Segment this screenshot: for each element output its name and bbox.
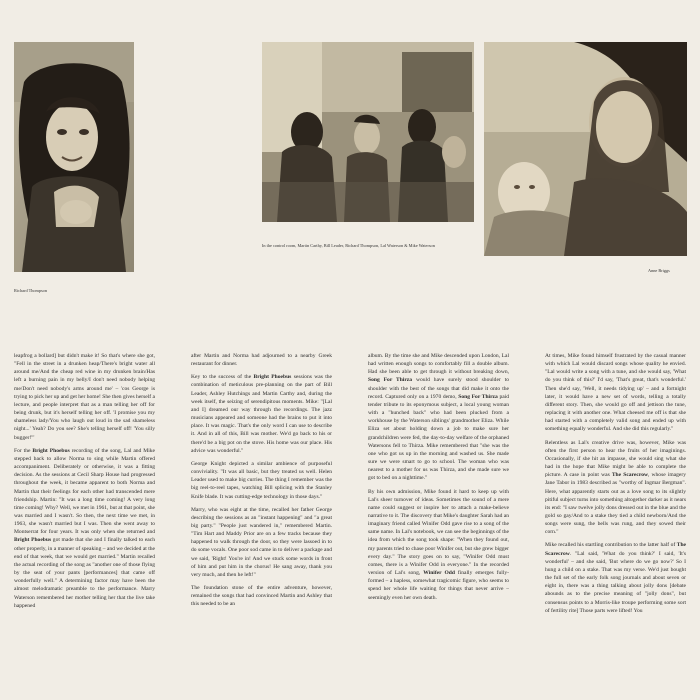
bold-title: Bright Phoebus <box>32 447 70 454</box>
paragraph <box>191 584 332 608</box>
paragraph <box>191 460 332 501</box>
text-run: . "Lal said, 'What do you think?' I said, 'It's wonderful' – and she said, 'But where do we go now?' So I hung a child on a stake. That was my verse. We'd just bought the full set of the early folk song journals and about seven or eight in, there was a thing talking about jolly dons [debate abounds as to the precise meaning of "jolly dons", but consensus points to a Morris-like troupe performing some sort of fertility rite] Those parts were lifted! You <box>545 550 686 614</box>
bold-title: Winifer Odd <box>423 570 455 577</box>
text-run: , whose imagery Jane Tabor in 1983 described as "worthy of Ingmar Bergman". Here, what apparently starts out as a love song to its slightly pitiful subject turns into something altogether darker as it nears its end: "I saw twelve jolly dons dressed out in the blue and the gold so gay/And to a stake they tied a child newborn/And the songs were sung, the bells was rung, and they sowed their corn." <box>545 472 686 536</box>
text-run: Mike recalled his startling contribution to the latter half of <box>545 542 677 549</box>
text-run: Relentless as Lal's creative drive was, however, Mike was often the first person to hear the fruits of her imaginings. Occasionally, if she hit an impasse, she would sing what she had in the hope that Mike might be able to complete the picture. A case in point was <box>545 439 686 479</box>
bold-title: Bright Phoebus <box>14 537 52 544</box>
bold-title: The Scarecrow <box>611 472 648 479</box>
text-run: album. By the time she and Mike descended upon London, Lal had written enough songs to comfortably fill a double album. Had she been able to get through it without breaking down, <box>368 353 509 376</box>
text-run: Key to the success of the <box>191 374 254 381</box>
text-run: Marry, who was eight at the time, recalled her father George describing the sessions as an "instant happening" and "a great big party." "People just wandered in," remembered Martin. "Tim Hart and Maddy Prior are on a few tracks because they happened to walk through the door, so they were lassoed in to do some vocals. One poor sod came in to deliver a package and we said, 'Right! You're in! And we stuck some words in front of him and put him in the chorus! He sang away, thank you very much, and then he left!" <box>191 506 332 578</box>
text-column-2 <box>191 352 332 698</box>
text-run: after Martin and Norma had adjourned to a nearby Greek restaurant for dinner. <box>191 353 332 368</box>
text-run: paid tender tribute to its eponymous subject, a local young woman with a "hunched back" who had been plucked from a workhouse by the Waterson siblings' grandmother Eliza. While Eliza set about holding down a job to make sure her grandchildren were fed, the day-to-day welfare of the orphaned Watersons fell to Thirza. Mike remembered that "she was the one who got us up in the morning and washed us. She made sure we were smart to go to school. The woman who was nearest to a mother for us was Thirza, and she made sure we got to bed on a nighttime." <box>368 393 509 482</box>
photo-caption: Anne Briggs <box>648 268 670 273</box>
text-run: would have surely stood shoulder to shoulder with the best of the songs that did make it onto the record. Captured only on a 1970 demo, <box>368 377 509 400</box>
paragraph <box>545 439 686 537</box>
paragraph <box>545 352 686 434</box>
text-run: George Knight depicted a similar ambience of purposeful conviviality. "It was all basic, but they treated us well. Helen Leader used to make big curries. The thing I remember was the big reel-to-reel tapes, watching Bill splicing with the Stanley Knife blade. It was cutting-edge technology in those days." <box>191 460 332 500</box>
bold-title: Song For Thirza <box>458 393 498 400</box>
photo-control-room <box>262 42 474 222</box>
text-run: sessions was the combination of meticulous pre-planning on the part of Bill Leader, Ashley Hutchings and Martin Carthy and, during the week itself, the seizing of serendipitous moments. Mike: "[Lal and I] dreamed our way through the recordings. The jazz musicians appeared and someone had the brains to put it into place. It was magic. That's the only word I can use to describe it. And in all of this, Bill was mother. We'd go back to his or there'd be a big pot on the stove. His home was our place. His advice was wonderful." <box>191 374 332 454</box>
text-run: leapfrog a bollard] but didn't make it! So that's where she got, "Fell in the street in a drunken heap/There's bright water all around me/And the cheap red wine in my drunken brain/Has left a burning pain in my belly/I don't need nobody helping me/Don't need nobody's arms around me' – 'cos George is trying to pick her up and get her home! She then gives herself a lecture, and people interpret that as a man telling her off for being drunk, but it's herself telling her off. 'I promise you my shameless lady/You who laugh out loud in the sad shameless night...' Yeah? Do you see? She's telling herself off! 'You silly bugger!'" <box>14 353 155 441</box>
text-run: recording of the song, Lal and Mike stepped back to allow Norma to sing while Martin offered accompaniment. Deliberately or otherwise, it was a fitting decision. As the sessions at Cecil Sharp House had progressed throughout the week, it became apparent to both Norma and Martin that their feelings for each other had transcended mere friendship. Martin: "It was a long time coming! A very long time coming! Why? Well, we met in 1961, but at that point, she was married and I wasn't. So then, the next time we met, in 1963, she wasn't married but I was. Then she went away to Montserrat for four years. It was only when she returned and <box>14 447 155 536</box>
paragraph <box>368 488 509 602</box>
paragraph <box>191 352 332 368</box>
paragraph <box>545 541 686 614</box>
text-run: got made that she and I finally talked to each other properly, in a manner of speaking – and we decided at the end of that week, that we would get married." Martin recalled the actual recording of the song as "another one of those flying by the seat of your pants [performances] that came off wonderfully well." A determining factor may have been the almost melodramatic preamble to the performance. Marry Waterson remembered her mother telling her that the live take happened <box>14 537 155 609</box>
text-run: By his own admission, Mike found it hard to keep up with Lal's sheer turnover of ideas. Sometimes the sound of a mere name could suggest or inspire her to attach a make-believe narrative to it. The discovery that Mike's daughter Sarah had an imaginary friend called Winifer Odd gave rise to a song of the same name. In Lal's notebook, we can see the beginnings of the idea from which the song took shape: "When they found out, my parents tried to chase poor Winifer out, but she grew bigger every day." The story goes on to say, "Winifer Odd must comes, there is a Winifer Odd in everyone." In the recorded version of Lal's song, <box>368 488 509 577</box>
photo-anne-briggs <box>484 42 687 256</box>
bold-title: Song For Thirza <box>368 377 413 384</box>
paragraph <box>14 447 155 610</box>
bold-title: The Scarecrow <box>545 542 686 557</box>
photo-richard-thompson <box>14 42 134 272</box>
text-column-3 <box>368 352 509 698</box>
text-run: finally emerges fully-formed – a hapless, somewhat tragicomic figure, who seems to spend her whole life waiting for things that never arrive – seemingly even her own death. <box>368 570 509 601</box>
text-run: At times, Mike found himself frustrated by the casual manner with which Lal would discard songs whose quality he envied. "Lal would write a song with a tune, and she would say, 'What do you think of this?' I'd say, 'That's great, that's wonderful.' Then she'd say, 'Well, it needs tidying up' – and a fortnight later, it would have a new set of words, telling a totally different story. Then, she would go off and jettison the tune, replacing it with another one. What cheesed me off is that she had started with a completely valid song and ended up with something equally wonderful. And she did this regularly." <box>545 353 686 433</box>
text-run: The foundation stone of the entire adventure, however, remained the songs that had convinced Martin and Ashley that this needed to be an <box>191 585 332 608</box>
photo-caption: Richard Thompson <box>14 288 47 293</box>
photo-caption: In the control room, Martin Carthy, Bill Leader, Richard Thompson, Lal Waterson & Mike Waterson <box>262 243 435 248</box>
paragraph <box>368 352 509 483</box>
paragraph <box>191 506 332 579</box>
text-column-4 <box>545 352 686 698</box>
text-column-1 <box>14 352 155 698</box>
bold-title: Bright Phoebus <box>253 374 292 381</box>
paragraph <box>14 352 155 442</box>
paragraph <box>191 373 332 455</box>
text-run: For the <box>14 447 33 454</box>
